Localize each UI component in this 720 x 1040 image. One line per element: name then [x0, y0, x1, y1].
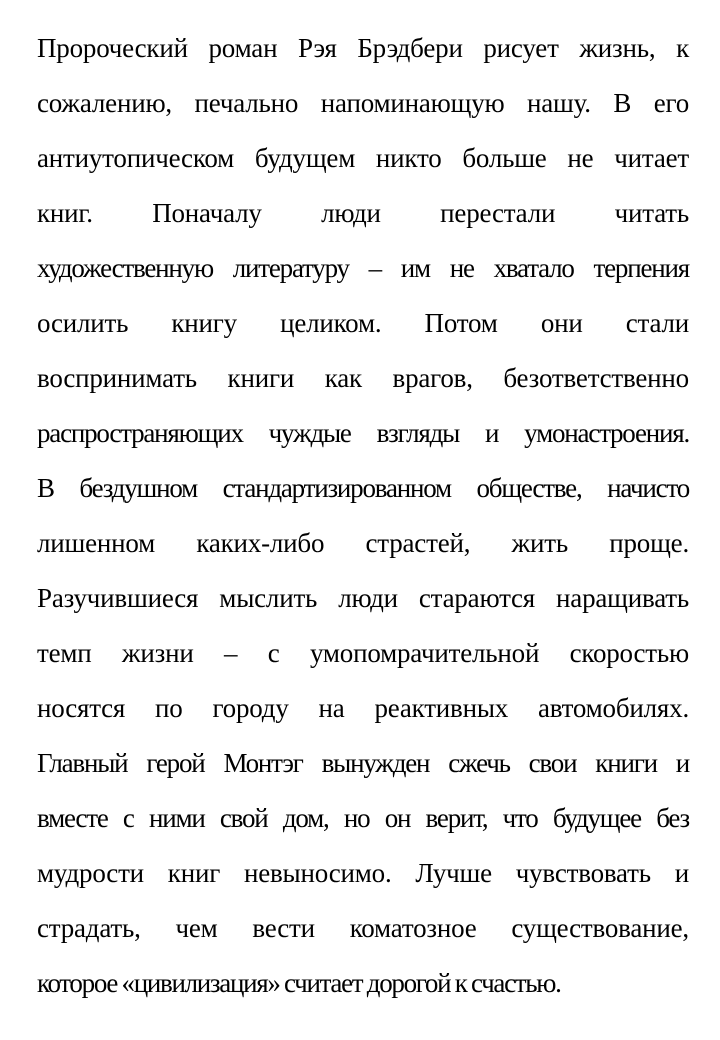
text-line: книг. Поначалу люди перестали читать: [37, 198, 689, 228]
text-line: Разучившиеся мыслить люди стараются наращивать: [37, 583, 689, 613]
text-line: распространяющих чуждые взгляды и умонастроения.: [37, 418, 689, 448]
text-line: сожалению, печально напоминающую нашу. В его: [37, 88, 689, 118]
text-line: воспринимать книги как врагов, безответственно: [37, 363, 689, 393]
text-line: носятся по городу на реактивных автомобилях.: [37, 693, 689, 723]
text-line: мудрости книг невыносимо. Лучше чувствовать и: [37, 858, 689, 888]
text-line: антиутопическом будущем никто больше не читает: [37, 143, 689, 173]
text-line: темп жизни – с умопомрачительной скоростью: [37, 638, 689, 668]
text-line: Главный герой Монтэг вынужден сжечь свои книги и: [37, 748, 689, 778]
text-line: Пророческий роман Рэя Брэдбери рисует жизнь, к: [37, 33, 689, 63]
text-line: лишенном каких-либо страстей, жить проще.: [37, 528, 689, 558]
text-line: художественную литературу – им не хватало терпения: [37, 253, 689, 283]
text-line: осилить книгу целиком. Потом они стали: [37, 308, 689, 338]
text-line: В бездушном стандартизированном обществе, начисто: [37, 473, 689, 503]
text-line: страдать, чем вести коматозное существование,: [37, 913, 689, 943]
text-line: вместе с ними свой дом, но он верит, что будущее без: [37, 803, 689, 833]
text-line-last: которое «цивилизация» считает дорогой к счастью.: [37, 968, 561, 998]
